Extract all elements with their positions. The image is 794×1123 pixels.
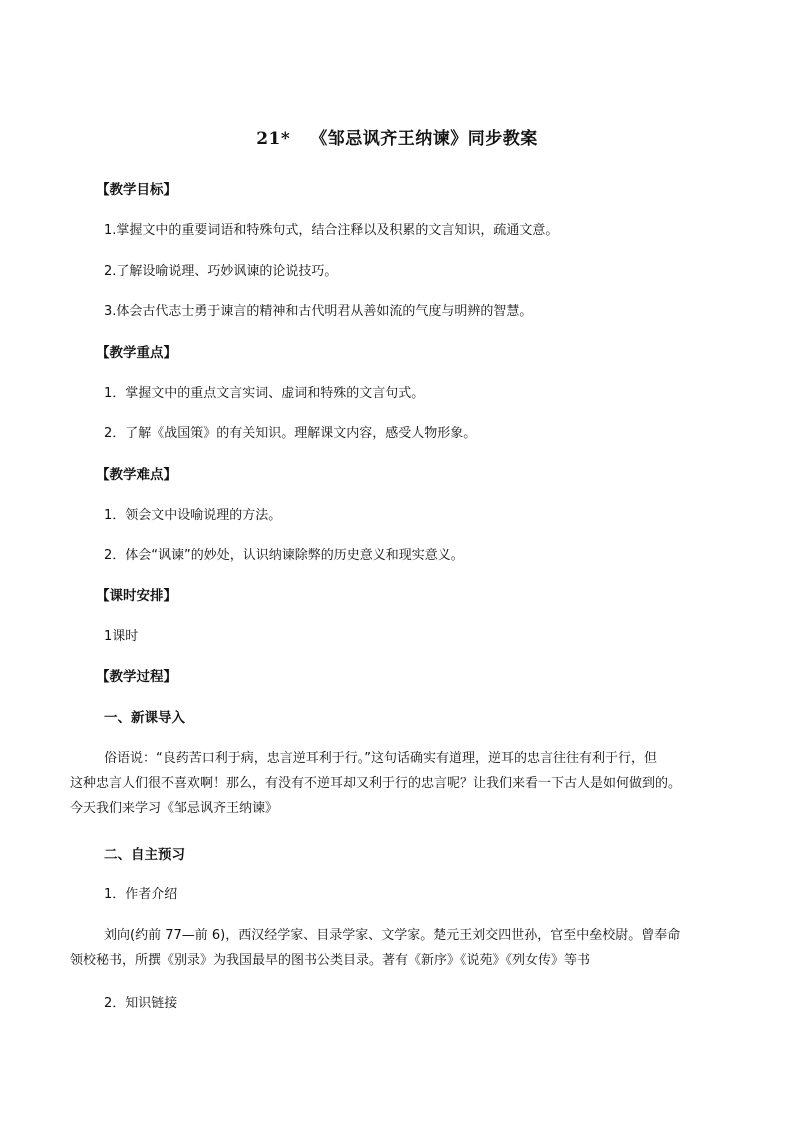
process-heading: 【教学过程】 <box>96 669 177 685</box>
intro-heading: 一、新课导入 <box>104 710 185 726</box>
intro-paragraph <box>70 746 750 821</box>
key-point-item-2: 2．了解《战国策》的有关知识。理解课文内容，感受人物形象。 <box>104 426 477 441</box>
objective-item-2: 2.了解设喻说理、巧妙讽谏的论说技巧。 <box>104 264 338 279</box>
knowledge-link-label: 2．知识链接 <box>104 996 178 1011</box>
intro-line-2: 这种忠言人们很不喜欢啊！那么，有没有不逆耳却又利于行的忠言呢？让我们来看一下古人是如何做到的。 <box>70 776 682 791</box>
key-points-heading: 【教学重点】 <box>96 345 177 361</box>
preview-heading: 二、自主预习 <box>104 847 185 863</box>
schedule-heading: 【课时安排】 <box>96 588 177 604</box>
lesson-title: 《邹忌讽齐王纳谏》同步教案 <box>310 129 538 149</box>
difficulty-item-1: 1．领会文中设喻说理的方法。 <box>104 508 282 523</box>
objective-item-3: 3.体会古代志士勇于谏言的精神和古代明君从善如流的气度与明辨的智慧。 <box>104 304 533 319</box>
document-title <box>0 128 794 150</box>
schedule-text: 1课时 <box>104 629 139 644</box>
objective-item-1: 1.掌握文中的重要词语和特殊句式，结合注释以及积累的文言知识，疏通文意。 <box>104 223 559 238</box>
intro-line-3: 今天我们来学习《邹忌讽齐王纳谏》 <box>70 801 279 816</box>
key-point-item-1: 1．掌握文中的重点文言实词、虚词和特殊的文言句式。 <box>104 386 425 401</box>
lesson-number: 21* <box>256 129 291 149</box>
intro-line-1: 俗语说：“良药苦口利于病，忠言逆耳利于行。”这句话确实有道理，逆耳的忠言往往有利于行，但 <box>104 751 657 766</box>
author-intro-label: 1．作者介绍 <box>104 887 178 902</box>
author-line-2: 领校秘书，所撰《别录》为我国最早的图书公类目录。著有《新序》《说苑》《列女传》等书 <box>70 953 591 968</box>
author-line-1: 刘向(约前 77—前 6)，西汉经学家、目录学家、文学家。楚元王刘交四世孙，官至中垒校尉。曾奉命 <box>104 928 681 943</box>
difficulties-heading: 【教学难点】 <box>96 467 177 483</box>
objectives-heading: 【教学目标】 <box>96 182 177 198</box>
difficulty-item-2: 2．体会“讽谏”的妙处，认识纳谏除弊的历史意义和现实意义。 <box>104 548 464 563</box>
author-paragraph <box>70 923 750 973</box>
